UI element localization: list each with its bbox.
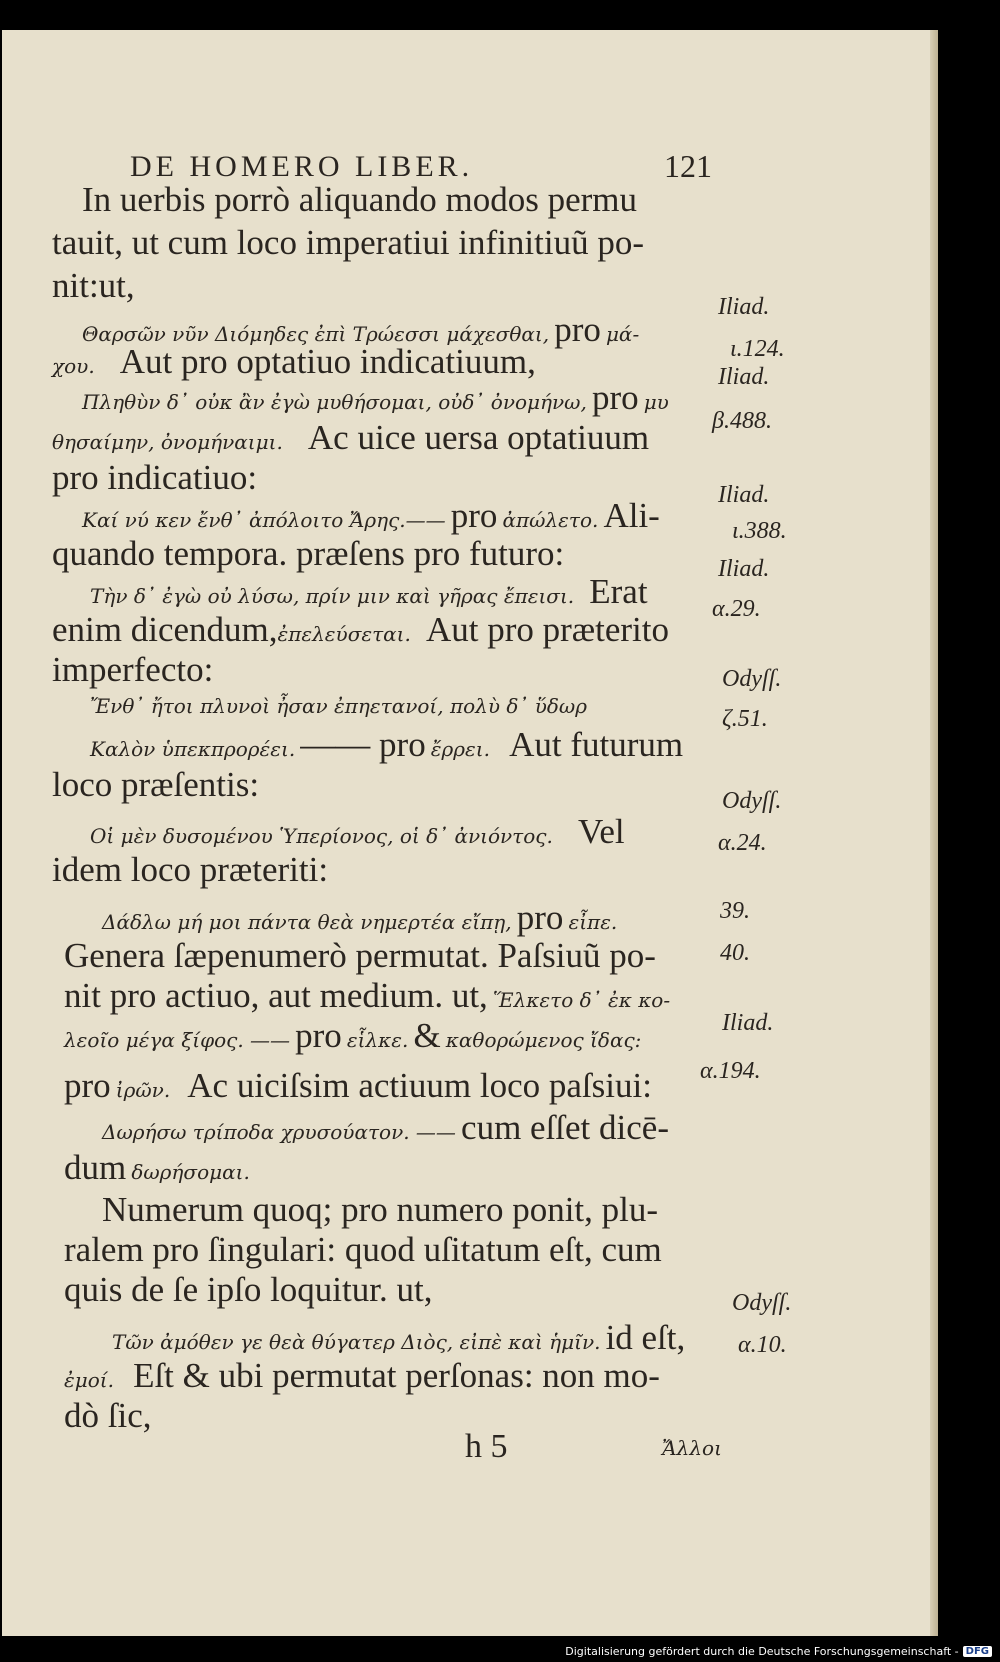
margin-note: ι.124. (730, 336, 785, 362)
text-line: Τῶν ἀμόθεν γε θεὰ θύγατερ Διὸς, εἰπὲ καὶ ἡμῖν. id eſt, (112, 1318, 686, 1357)
margin-note: Iliad. (718, 294, 770, 320)
text-line: Numerum quoq; pro numero ponit, plu- (102, 1190, 659, 1229)
dfg-logo: DFG (963, 1646, 992, 1657)
catchword: Ἄλλοι (662, 1436, 722, 1460)
margin-note: Iliad. (718, 556, 770, 582)
text-line: Ἔνθ᾽ ἤτοι πλυνοὶ ἦσαν ἐπηετανοί, πολὺ δ᾽ ὕδωρ (90, 694, 588, 718)
margin-note: Odyſſ. (722, 788, 782, 814)
text-line: pro ἰρῶν. Ac uiciſsim actiuum loco paſsiui: (64, 1066, 652, 1105)
margin-note: Iliad. (722, 1010, 774, 1036)
margin-note: Odyſſ. (722, 666, 782, 692)
text-line: λεοῖο μέγα ξίφος. —— pro εἷλκε. & καθορώμενος ἴδας: (64, 1016, 642, 1055)
page-number: 121 (664, 148, 712, 184)
margin-note: α.10. (738, 1332, 787, 1358)
margin-note: α.194. (700, 1058, 761, 1084)
text-line: Οἱ μὲν δυσομένου Ὑπερίονος, οἱ δ᾽ ἀνιόντος. Vel (90, 812, 625, 851)
text-line: χου. Aut pro optatiuo indicatiuum, (52, 342, 536, 381)
margin-note: 40. (720, 940, 750, 966)
text-line: Πληθὺν δ᾽ οὐκ ἂν ἐγὼ μυθήσομαι, οὐδ᾽ ὀνομήνω, pro μυ (82, 378, 669, 417)
text-line: ralem pro ſingulari: quod uſitatum eſt, cum (64, 1230, 662, 1269)
text-line: dò ſic, (64, 1396, 152, 1435)
text-line: nit:ut, (52, 266, 135, 305)
text-line: Τὴν δ᾽ ἐγὼ οὐ λύσω, πρίν μιν καὶ γῆρας ἔπεισι. Erat (90, 572, 648, 611)
text-line: idem loco præteriti: (52, 850, 329, 889)
digitization-credit (565, 1645, 992, 1658)
running-head: DE HOMERO LIBER. (130, 150, 474, 183)
text-line: tauit, ut cum loco imperatiui infinitiuũ po- (52, 223, 644, 262)
margin-note: Iliad. (718, 482, 770, 508)
margin-note: Iliad. (718, 364, 770, 390)
text-line: Θαρσῶν νῦν Διόμηδες ἐπὶ Τρώεσσι μάχεσθαι, pro μά- (82, 310, 640, 349)
text-line: ἐμοί. Eſt & ubi permutat perſonas: non mo- (64, 1356, 660, 1395)
margin-note: α.29. (712, 596, 761, 622)
text-line: quis de ſe ipſo loquitur. ut, (64, 1270, 433, 1309)
margin-note: ι.388. (732, 518, 787, 544)
credit-text: Digitalisierung gefördert durch die Deutsche Forschungsgemeinschaft - (565, 1645, 959, 1658)
text-line: pro indicatiuo: (52, 458, 258, 497)
text-line: θησαίμην, ὀνομήναιμι. Ac uice uersa optatiuum (52, 418, 650, 457)
text-line: Καλὸν ὑπεκπρορέει. —— pro ἔρρει. Aut futurum (90, 725, 684, 764)
text-line: imperfecto: (52, 650, 214, 689)
text-line: Genera ſæpenumerò permutat. Paſsiuũ po- (64, 936, 656, 975)
text-line: quando tempora. præſens pro futuro: (52, 534, 565, 573)
text-line: Δάδλω μή μοι πάντα θεὰ νημερτέα εἴπῃ, pro εἶπε. (102, 898, 618, 937)
text-line: Καί νύ κεν ἔνθ᾽ ἀπόλοιτο Ἄρης.—— pro ἀπώλετο. Ali- (82, 496, 660, 535)
book-page (2, 30, 938, 1636)
margin-note: 39. (720, 898, 750, 924)
signature-mark: h 5 (465, 1428, 508, 1465)
text-line: In uerbis porrò aliquando modos permu (82, 180, 638, 219)
margin-note: α.24. (718, 830, 767, 856)
text-line: dum δωρήσομαι. (64, 1148, 250, 1187)
margin-note: β.488. (712, 408, 772, 434)
margin-note: ζ.51. (722, 706, 768, 732)
text-line: loco præſentis: (52, 765, 260, 804)
margin-note: Odyſſ. (732, 1290, 792, 1316)
text-line: nit pro actiuo, aut medium. ut, Ἕλκετο δ᾽ ἐκ κο- (64, 976, 671, 1015)
text-line: Δωρήσω τρίποδα χρυσούατον. —— cum eſſet dicē- (102, 1108, 669, 1147)
text-line: enim dicendum,ἐπελεύσεται. Aut pro præterito (52, 610, 669, 649)
